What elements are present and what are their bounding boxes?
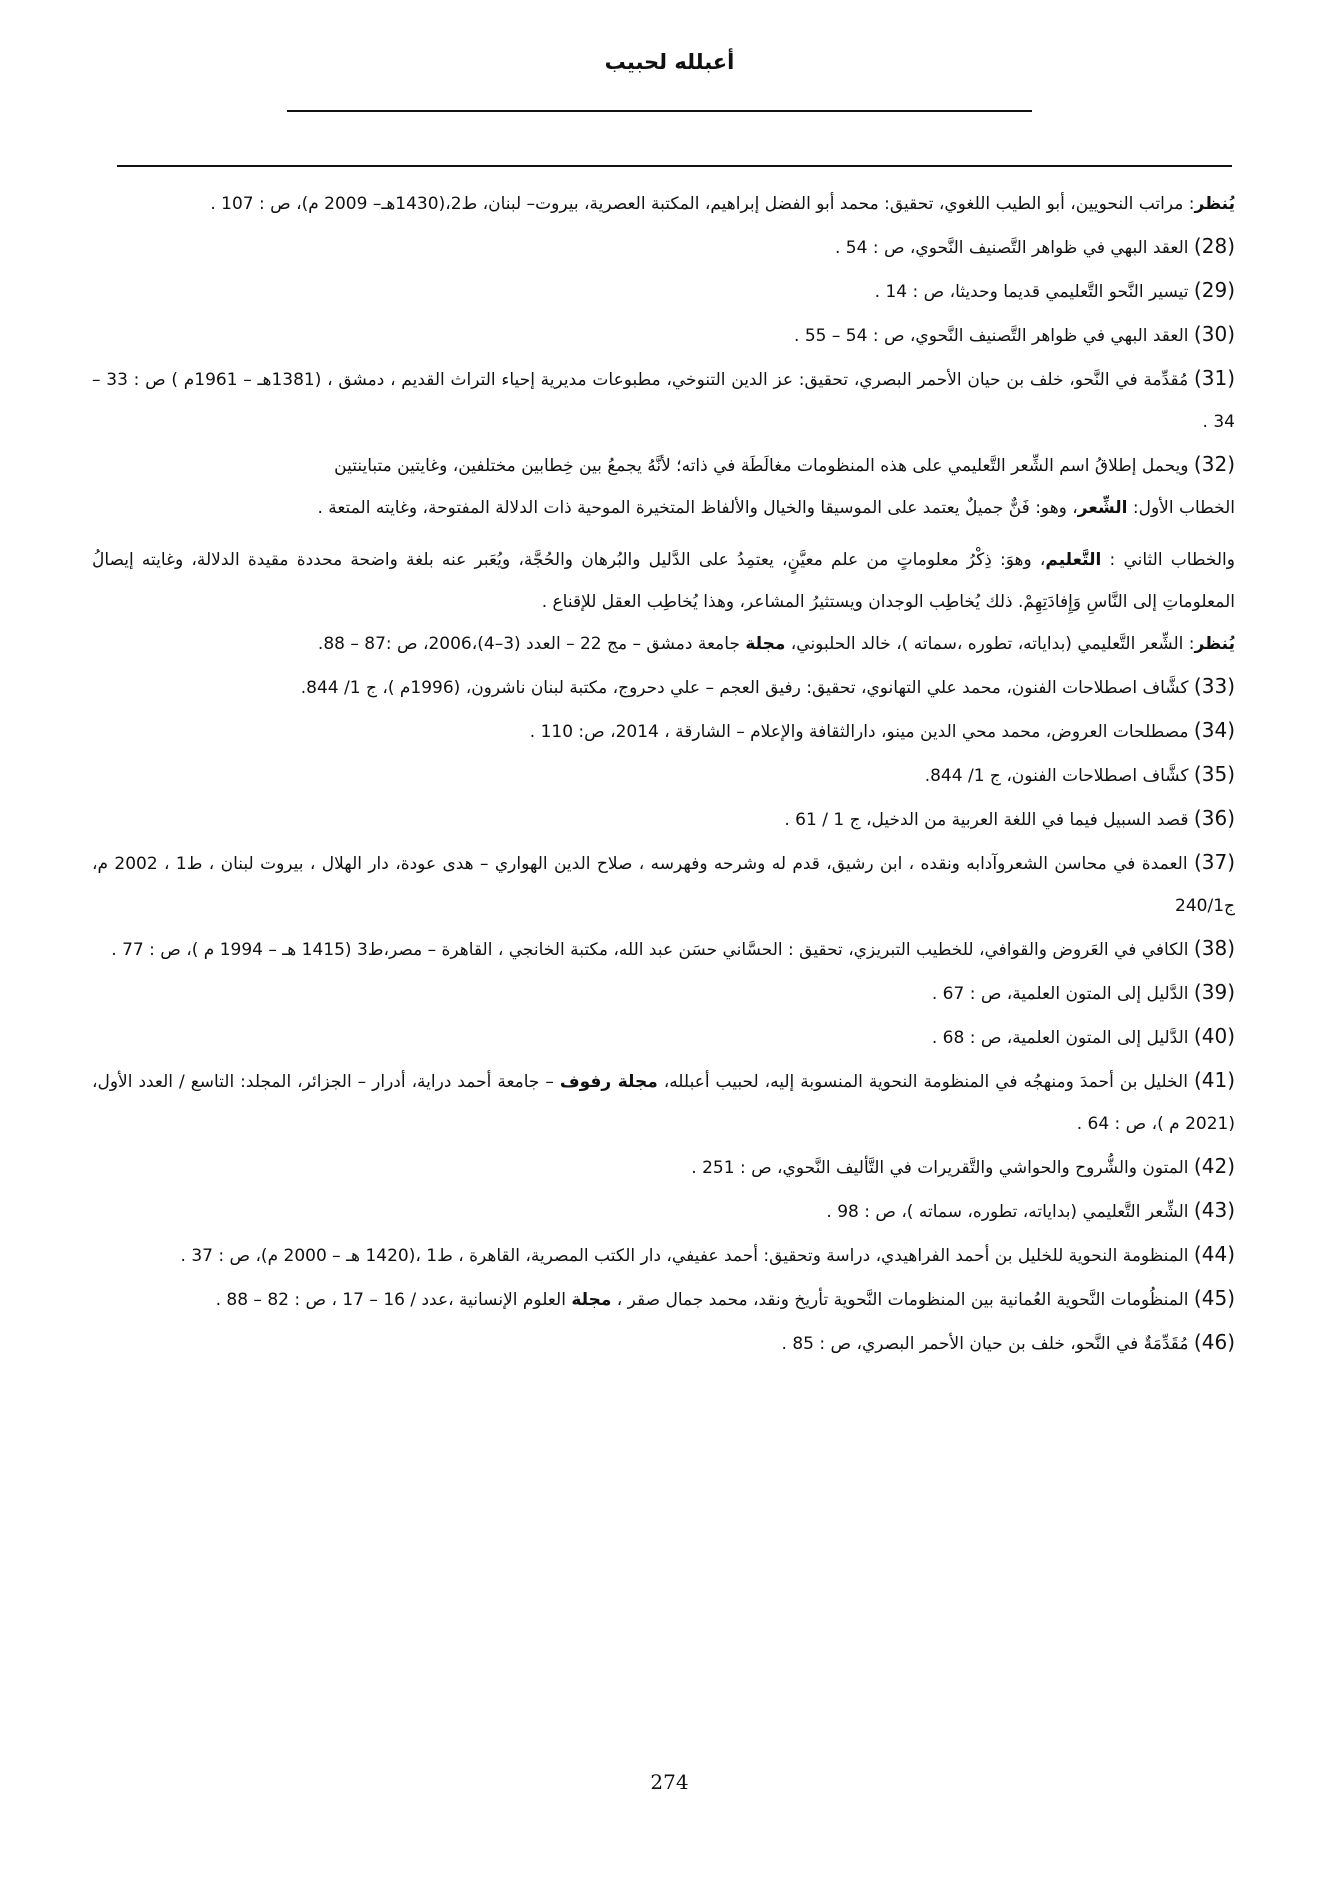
second-discourse-prefix: والخطاب الثاني : bbox=[1101, 550, 1235, 570]
reference-text-end: جامعة دمشق – مج 22 – العدد (3–4)،2006، ص :87 – 88. bbox=[317, 634, 746, 654]
page-number: 274 bbox=[650, 1770, 689, 1794]
journal-label: مجلة bbox=[745, 634, 786, 654]
endnote-text: مُقدِّمة في النَّحو، خلف بن حيان الأحمر البصري، تحقيق: عز الدين التنوخي، مطبوعات مديرية إحياء التراث القديم ، دمشق ، (1381هـ – 1961م ) ص : 33 – 34 . bbox=[92, 370, 1235, 432]
endnote-number: (35) bbox=[1193, 762, 1235, 786]
endnote-text: قصد السبيل فيما في اللغة العربية من الدخيل، ج 1 / 61 . bbox=[784, 810, 1189, 830]
endnote-30 bbox=[92, 313, 1235, 357]
endnotes-list bbox=[92, 183, 1235, 1365]
endnote-45 bbox=[92, 1277, 1235, 1321]
endnote-number: (36) bbox=[1193, 806, 1235, 830]
endnote-28 bbox=[92, 225, 1235, 269]
endnote-text: الدَّليل إلى المتون العلمية، ص : 67 . bbox=[931, 984, 1189, 1004]
see-label: يُنظر bbox=[1194, 194, 1235, 214]
reference-text: : الشِّعر التَّعليمي (بداياته، تطوره ،سماته )، خالد الحلبوني، bbox=[785, 634, 1195, 654]
endnote-number: (38) bbox=[1193, 936, 1235, 960]
endnote-number: (41) bbox=[1193, 1068, 1236, 1092]
endnote-35 bbox=[92, 753, 1235, 797]
footnotes-divider bbox=[117, 165, 1232, 167]
journal-label: مجلة رفوف bbox=[559, 1072, 658, 1092]
endnote-number: (34) bbox=[1193, 718, 1235, 742]
endnote-32-second-discourse bbox=[92, 539, 1235, 623]
second-discourse-text: ، وهوَ: ذِكْرُ معلوماتٍ من علم معيَّنٍ، يعتمِدُ على الدَّليل والبُرهان والحُجَّة، ويُعَبر عنه بلغة واضحة محددة مقيدة الدلالة، وغايته إيصالُ المعلوماتِ إلى النَّاسِ وَإِفادَتِهِمْ. ذلك يُخاطِب الوجدان ويستثيرُ المشاعر، وهذا يُخاطِب العقل للإقناع . bbox=[92, 550, 1235, 612]
endnote-41 bbox=[92, 1059, 1235, 1145]
endnote-text: الشِّعر التَّعليمي (بداياته، تطوره، سماته )، ص : 98 . bbox=[826, 1202, 1189, 1222]
endnote-46 bbox=[92, 1321, 1235, 1365]
endnote-number: (32) bbox=[1193, 452, 1235, 476]
endnote-36 bbox=[92, 797, 1235, 841]
endnote-number: (33) bbox=[1193, 674, 1235, 698]
endnote-text: الخليل بن أحمدَ ومنهجُه في المنظومة النحوية المنسوبة إليه، لحبيب أعبلله، bbox=[657, 1072, 1188, 1092]
endnote-text: المنظومة النحوية للخليل بن أحمد الفراهيدي، دراسة وتحقيق: أحمد عفيفي، دار الكتب المصرية، القاهرة ، ط1 ،(1420 هـ – 2000 م)، ص : 37 . bbox=[180, 1246, 1189, 1266]
endnote-text-end: – جامعة أحمد دراية، أدرار – الجزائر، المجلد: التاسع / العدد الأول، (2021 م )، ص : 64 . bbox=[92, 1072, 1235, 1134]
endnote-32 bbox=[92, 443, 1235, 487]
endnote-text: العمدة في محاسن الشعروآدابه ونقده ، ابن رشيق، قدم له وشرحه وفهرسه ، صلاح الدين الهواري – هدى عودة، دار الهلال ، بيروت لبنان ، ط1 ، 2002 م، ج240/1 bbox=[92, 854, 1235, 916]
first-discourse-prefix: الخطاب الأول: bbox=[1127, 498, 1235, 518]
education-term: التَّعليم bbox=[1045, 550, 1102, 570]
endnote-number: (39) bbox=[1193, 980, 1235, 1004]
endnote-number: (37) bbox=[1193, 850, 1236, 874]
endnote-32-reference bbox=[92, 623, 1235, 665]
endnote-intro: ويحمل إطلاقُ اسم الشِّعر التَّعليمي على هذه المنظومات مغالَطَة في ذاته؛ لأنَّهُ يجمعُ بين خِطابين مختلفين، وغايتين متباينتين bbox=[334, 456, 1189, 476]
endnote-number: (44) bbox=[1193, 1242, 1235, 1266]
endnote-text: الكافي في العَروض والقوافي، للخطيب التبريزي، تحقيق : الحسَّاني حسَن عبد الله، مكتبة الخانجي ، القاهرة – مصر،ط3 (1415 هـ – 1994 م )، ص : 77 . bbox=[111, 940, 1189, 960]
endnote-text: المتون والشُّروح والحواشي والتَّقريرات في التَّأليف النَّحوي، ص : 251 . bbox=[691, 1158, 1189, 1178]
endnote-number: (43) bbox=[1193, 1198, 1235, 1222]
page-header-author: أعبلله لحبيب bbox=[604, 50, 735, 74]
endnote-27 bbox=[92, 183, 1235, 225]
endnote-text: كشَّاف اصطلاحات الفنون، محمد علي التهانوي، تحقيق: رفيق العجم – علي دحروج، مكتبة لبنان ناشرون، (1996م )، ج 1/ 844. bbox=[300, 678, 1189, 698]
endnote-38 bbox=[92, 927, 1235, 971]
endnote-number: (45) bbox=[1193, 1286, 1235, 1310]
endnote-text: مُقَدِّمَةٌ في النَّحو، خلف بن حيان الأحمر البصري، ص : 85 . bbox=[781, 1334, 1189, 1354]
endnote-text: العقد البهي في ظواهر التَّصنيف النَّحوي، ص : 54 . bbox=[834, 238, 1189, 258]
endnote-text: : مراتب النحويين، أبو الطيب اللغوي، تحقيق: محمد أبو الفضل إبراهيم، المكتبة العصرية، بيروت– لبنان، ط2،(1430هـ– 2009 م)، ص : 107 . bbox=[210, 194, 1195, 214]
endnote-number: (40) bbox=[1193, 1024, 1235, 1048]
endnote-text: الدَّليل إلى المتون العلمية، ص : 68 . bbox=[931, 1028, 1189, 1048]
endnote-32-first-discourse bbox=[92, 487, 1235, 529]
endnote-37 bbox=[92, 841, 1235, 927]
poetry-term: الشِّعر bbox=[1077, 498, 1128, 518]
endnote-42 bbox=[92, 1145, 1235, 1189]
endnote-34 bbox=[92, 709, 1235, 753]
endnote-text: تيسير النَّحو التَّعليمي قديما وحديثا، ص : 14 . bbox=[874, 282, 1189, 302]
journal-label: مجلة bbox=[571, 1290, 612, 1310]
first-discourse-text: ، وهو: فَنٌّ جميلٌ يعتمد على الموسيقا والخيال والألفاظ المتخيرة الموحية ذات الدلالة المفتوحة، وغايته المتعة . bbox=[317, 498, 1078, 518]
endnote-44 bbox=[92, 1233, 1235, 1277]
endnote-number: (29) bbox=[1193, 278, 1235, 302]
endnote-number: (42) bbox=[1193, 1154, 1235, 1178]
endnote-43 bbox=[92, 1189, 1235, 1233]
endnote-number: (30) bbox=[1193, 322, 1235, 346]
endnote-number: (46) bbox=[1193, 1330, 1235, 1354]
endnote-text: مصطلحات العروض، محمد محي الدين مينو، دارالثقافة والإعلام – الشارقة ، 2014، ص: 110 . bbox=[529, 722, 1189, 742]
endnote-text: المنظُومات النَّحوية العُمانية بين المنظومات النَّحوية تأريخ ونقد، محمد جمال صقر ، bbox=[611, 1290, 1189, 1310]
endnote-29 bbox=[92, 269, 1235, 313]
endnote-number: (28) bbox=[1193, 234, 1235, 258]
endnote-33 bbox=[92, 665, 1235, 709]
see-label: يُنظر bbox=[1194, 634, 1235, 654]
endnote-39 bbox=[92, 971, 1235, 1015]
endnote-text-end: العلوم الإنسانية ،عدد / 16 – 17 ، ص : 82 – 88 . bbox=[215, 1290, 572, 1310]
endnote-31 bbox=[92, 357, 1235, 443]
endnote-text: العقد البهي في ظواهر التَّصنيف النَّحوي، ص : 54 – 55 . bbox=[794, 326, 1189, 346]
endnote-40 bbox=[92, 1015, 1235, 1059]
header-divider bbox=[287, 110, 1032, 112]
endnote-number: (31) bbox=[1193, 366, 1236, 390]
endnote-text: كشَّاف اصطلاحات الفنون، ج 1/ 844. bbox=[924, 766, 1189, 786]
